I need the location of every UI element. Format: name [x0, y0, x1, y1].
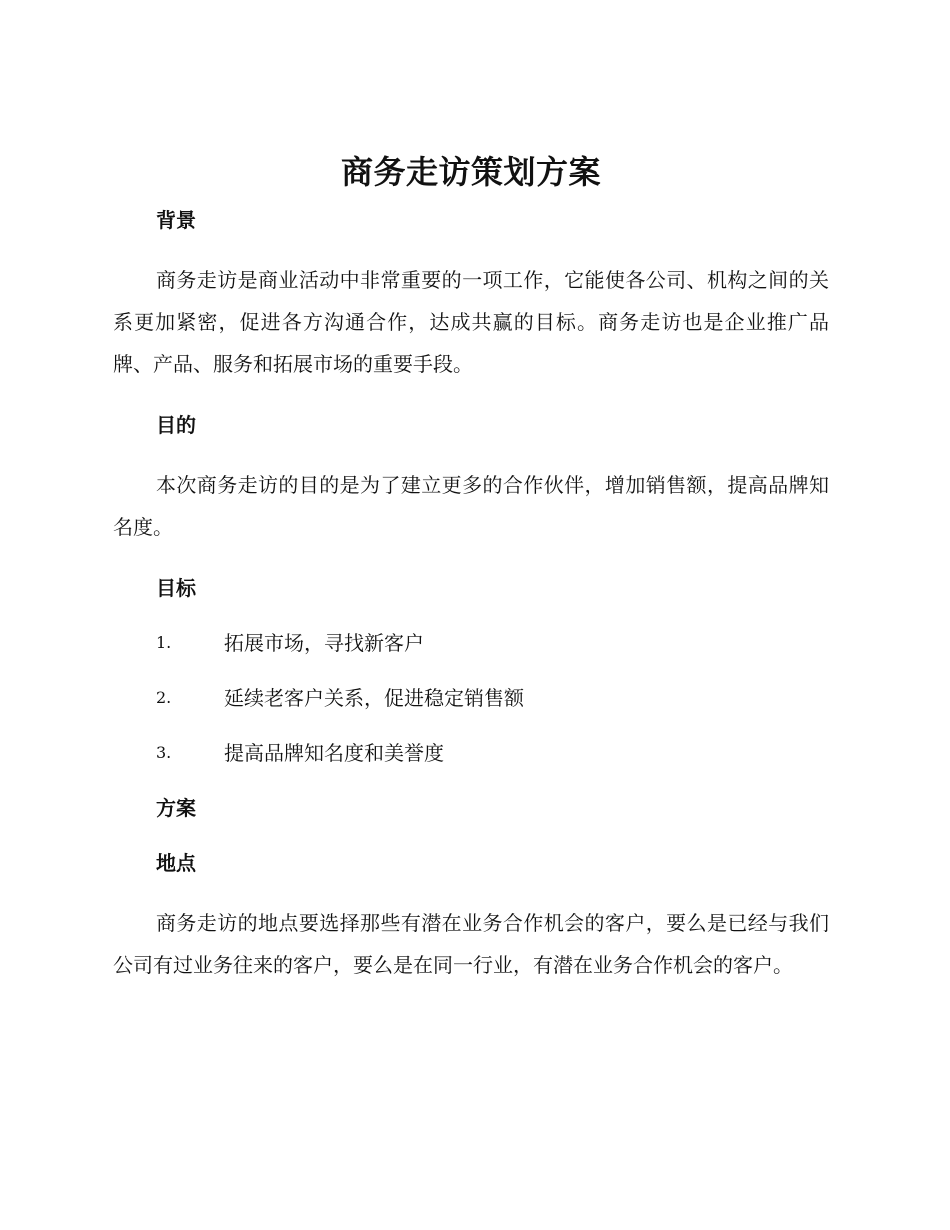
goal-item-text: 延续老客户关系，促进稳定销售额 [224, 686, 524, 710]
paragraph-location: 商务走访的地点要选择那些有潜在业务合作机会的客户，要么是已经与我们公司有过业务往来的客户，要么是在同一行业，有潜在业务合作机会的客户。 [113, 911, 829, 977]
document-content [113, 150, 829, 986]
heading-purpose: 目的 [156, 413, 196, 437]
goal-item [113, 628, 829, 658]
heading-plan: 方案 [156, 796, 196, 820]
goal-item [113, 738, 829, 768]
paragraph-purpose: 本次商务走访的目的是为了建立更多的合作伙伴，增加销售额，提高品牌知名度。 [113, 473, 829, 539]
goals-list [113, 628, 829, 768]
paragraph-background: 商务走访是商业活动中非常重要的一项工作，它能使各公司、机构之间的关系更加紧密，促进各方沟通合作，达成共赢的目标。商务走访也是企业推广品牌、产品、服务和拓展市场的重要手段。 [113, 268, 829, 376]
goal-item-number: 2. [156, 688, 172, 707]
heading-location: 地点 [156, 851, 196, 875]
goal-item-text: 拓展市场，寻找新客户 [224, 631, 424, 655]
goal-item-number: 3. [156, 743, 172, 762]
goal-item-number: 1. [156, 633, 172, 652]
heading-background: 背景 [156, 208, 196, 232]
document-title: 商务走访策划方案 [340, 153, 601, 191]
goal-item-text: 提高品牌知名度和美誉度 [224, 741, 444, 765]
heading-goals: 目标 [156, 576, 196, 600]
goal-item [113, 683, 829, 713]
